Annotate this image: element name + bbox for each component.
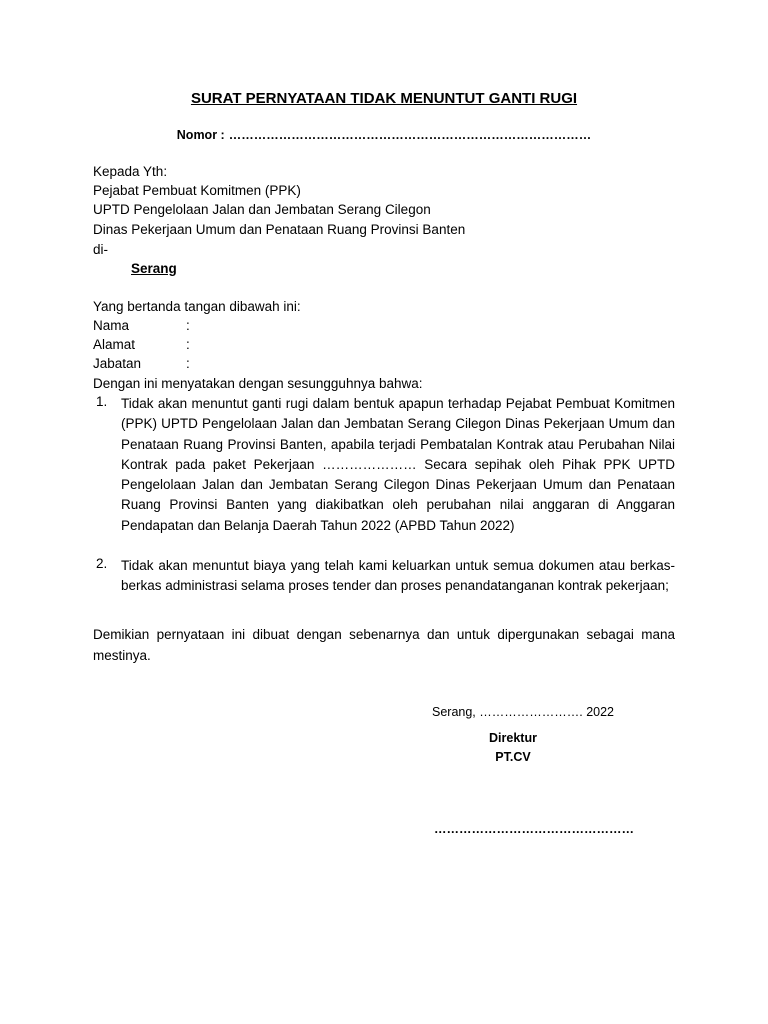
list-item-text: Tidak akan menuntut ganti rugi dalam bentuk apapun terhadap Pejabat Pembuat Komitmen (PPK) UPTD Pengelolaan Jalan dan Jembatan Serang Cilegon Dinas Pekerjaan Umum dan Penataan Ruang Provinsi Banten, apabila terjadi Pembatalan Kontrak atau Perubahan Nilai Kontrak pada paket Pekerjaan ………………… Secara sepihak oleh Pihak PPK UPTD Pengelolaan Jalan dan Jembatan Serang Cilegon Dinas Pekerjaan Umum dan Penataan Ruang Provinsi Banten yang diakibatkan oleh perubahan nilai anggaran di Anggaran Pendapatan dan Belanja Daerah Tahun 2022 (APBD Tahun 2022): [121, 396, 675, 533]
field-alamat-label: Alamat: [93, 337, 136, 352]
list-item: [93, 556, 675, 597]
signatory-intro: Yang bertanda tangan dibawah ini:: [93, 299, 301, 314]
field-nama-colon: :: [186, 318, 190, 333]
list-item-text: Tidak akan menuntut biaya yang telah kami keluarkan untuk semua dokumen atau berkas-berkas administrasi selama proses tender dan proses penandatanganan kontrak pekerjaan;: [121, 558, 675, 594]
recipient-unit: UPTD Pengelolaan Jalan dan Jembatan Serang Cilegon: [93, 202, 431, 217]
list-item: [93, 394, 675, 536]
closing-paragraph: Demikian pernyataan ini dibuat dengan sebenarnya dan untuk dipergunakan sebagai mana mestinya.: [93, 627, 675, 663]
statement-intro: Dengan ini menyatakan dengan sesungguhnya bahwa:: [93, 376, 423, 391]
list-item-number: 2.: [96, 556, 108, 572]
field-alamat-colon: :: [186, 337, 190, 352]
signature-company: PT.CV: [495, 750, 531, 764]
signature-position: Direktur: [489, 731, 537, 745]
field-jabatan-colon: :: [186, 356, 190, 371]
recipient-official: Pejabat Pembuat Komitmen (PPK): [93, 183, 301, 198]
nomor-line: [0, 126, 768, 145]
list-item-number: 1.: [96, 394, 108, 409]
date-line: Serang, ……………………. 2022: [432, 705, 615, 719]
field-jabatan-label: Jabatan: [93, 356, 142, 371]
statement-list: [93, 394, 675, 597]
recipient-di: di-: [93, 242, 109, 257]
nomor-label: Nomor :: [176, 128, 225, 142]
document-title: SURAT PERNYATAAN TIDAK MENUNTUT GANTI RUGI: [190, 90, 578, 107]
recipient-greeting: Kepada Yth:: [93, 164, 168, 179]
nomor-value: ……………………………………………………………………………: [228, 128, 592, 142]
recipient-city: Serang: [131, 261, 177, 276]
signature-name-line: …………………………………………: [434, 822, 634, 836]
field-nama-label: Nama: [93, 318, 130, 333]
recipient-department: Dinas Pekerjaan Umum dan Penataan Ruang Provinsi Banten: [93, 222, 466, 237]
